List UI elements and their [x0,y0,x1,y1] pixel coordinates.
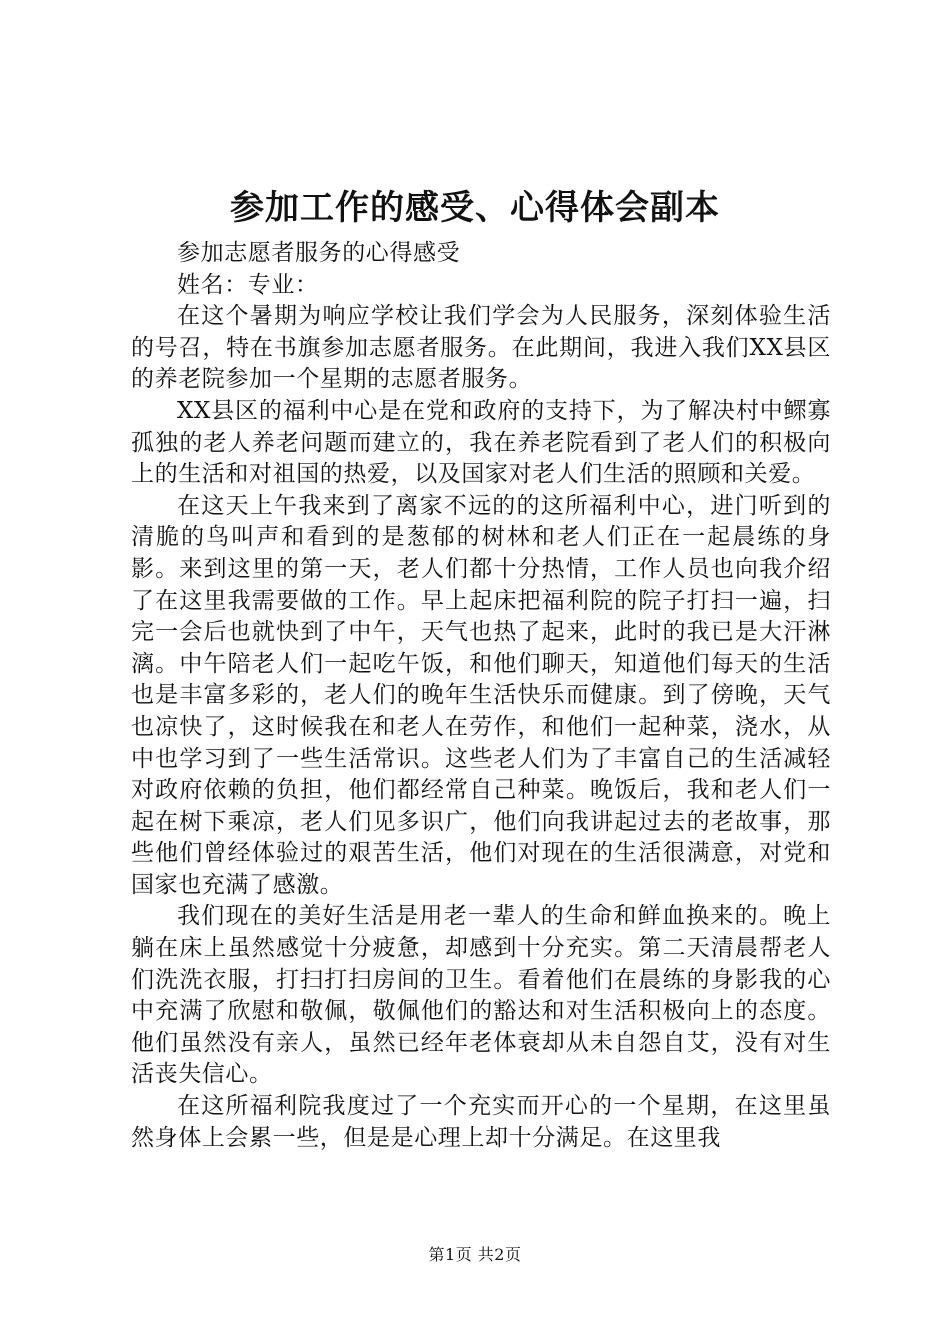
paragraph-5: 在这所福利院我度过了一个充实而开心的一个星期，在这里虽然身体上会累一些，但是是心理上却十分满足。在这里我 [131,1093,831,1151]
paragraph-3: 在这天上午我来到了离家不远的的这所福利中心，进门听到的清脆的鸟叫声和看到的是葱郁的树林和老人们正在一起晨练的身影。来到这里的第一天，老人们都十分热情，工作人员也向我介绍了在这里我需要做的工作。早上起床把福利院的院子打扫一遍，扫完一会后也就快到了中午，天气也热了起来，此时的我已是大汗淋漓。中午陪老人们一起吃午饭，和他们聊天，知道他们每天的生活也是丰富多彩的，老人们的晚年生活快乐而健康。到了傍晚，天气也凉快了，这时候我在和老人在劳作，和他们一起种菜，浇水，从中也学习到了一些生活常识。这些老人们为了丰富自己的生活减轻对政府依赖的负担，他们都经常自己种菜。晚饭后，我和老人们一起在树下乘凉，老人们见多识广，他们向我讲起过去的老故事，那些他们曾经体验过的艰苦生活，他们对现在的生活很满意，对党和国家也充满了感激。 [131,492,831,898]
page-number-footer: 第1页 共2页 [428,1245,522,1264]
subtitle-line: 参加志愿者服务的心得感受 [177,240,461,266]
paragraph-2: XX县区的福利中心是在党和政府的支持下，为了解决村中鳏寡孤独的老人养老问题而建立的，我在养老院看到了老人们的积极向上的生活和对祖国的热爱，以及国家对老人们生活的照顾和关爱。 [131,397,831,488]
paragraph-1: 在这个暑期为响应学校让我们学会为人民服务，深刻体验生活的号召，特在书旗参加志愿者服务。在此期间，我进入我们XX县区的养老院参加一个星期的志愿者服务。 [131,303,831,393]
paragraph-4: 我们现在的美好生活是用老一辈人的生命和鲜血换来的。晚上躺在床上虽然感觉十分疲惫，却感到十分充实。第二天清晨帮老人们洗洗衣服，打扫打扫房间的卫生。看着他们在晨练的身影我的心中充满了欣慰和敬佩，敬佩他们的豁达和对生活积极向上的态度。他们虽然没有亲人，虽然已经年老体衰却从未自怨自艾，没有对生活丧失信心。 [131,903,831,1088]
name-major-line: 姓名：专业： [177,271,319,298]
document-body [131,238,831,1154]
document-title: 参加工作的感受、心得体会副本 [230,188,720,228]
